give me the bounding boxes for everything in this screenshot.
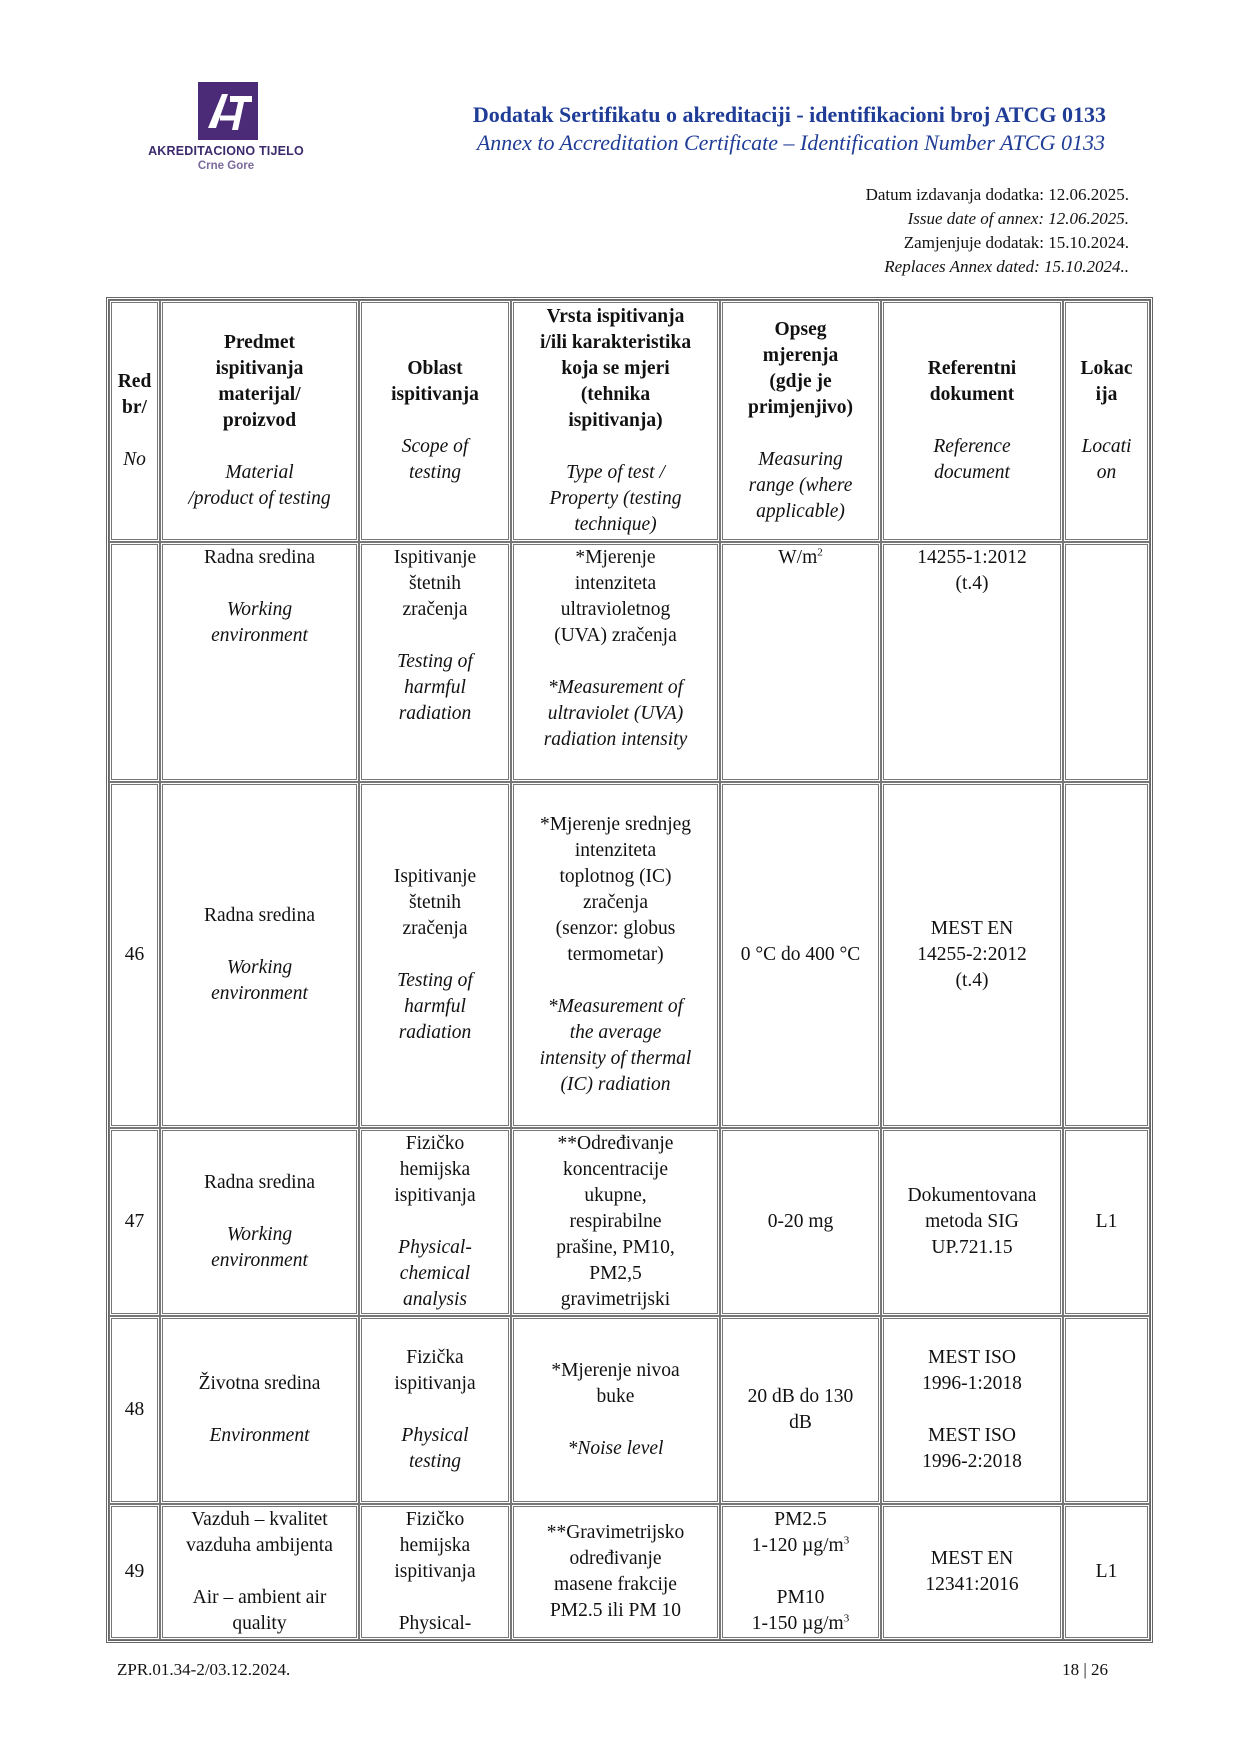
cell-location <box>1063 542 1150 782</box>
document-title: Dodatak Sertifikatu o akreditaciji - identifikacioni broj ATCG 0133 <box>472 102 1106 127</box>
table-row <box>109 1128 1150 1316</box>
cell-no: 48 <box>109 1316 160 1504</box>
cell-no: 47 <box>109 1128 160 1316</box>
logo <box>120 78 320 178</box>
cell-type: *Mjerenje intenziteta ultravioletnog (UVA) zračenja *Measurement of ultraviolet (UVA) radiation intensity <box>511 542 720 782</box>
cell-location: L1 <box>1063 1128 1150 1316</box>
cell-location: L1 <box>1063 1504 1150 1640</box>
replaces-date: Zamjenjuje dodatak: 15.10.2024. <box>903 233 1129 252</box>
annex-dates <box>866 183 1129 279</box>
cell-no: 49 <box>109 1504 160 1640</box>
cell-scope: Ispitivanje štetnih zračenja Testing of harmful radiation <box>359 542 511 782</box>
table-row <box>109 542 1150 782</box>
cell-material: Životna sredina Environment <box>160 1316 359 1504</box>
cell-type: *Mjerenje srednjeg intenziteta toplotnog (IC) zračenja (senzor: globus termometar) *Measurement of the average intensity of thermal (IC) radiation <box>511 782 720 1128</box>
cell-reference: MEST EN 14255-2:2012 (t.4) <box>881 782 1063 1128</box>
cell-scope: Fizičko hemijska ispitivanja Physical- <box>359 1504 511 1640</box>
logo-name: AKREDITACIONO TIJELO <box>148 144 304 158</box>
cell-reference: MEST EN 12341:2016 <box>881 1504 1063 1640</box>
cell-range: $W/m^2$ <box>720 542 881 782</box>
cell-type: *Mjerenje nivoa buke *Noise level <box>511 1316 720 1504</box>
col-header-reference: Referentni dokument Reference document <box>881 300 1063 542</box>
cell-range: 0 °C do 400 °C <box>720 782 881 1128</box>
cell-material: Vazduh – kvalitet vazduha ambijenta Air – ambient air quality <box>160 1504 359 1640</box>
accreditation-logo-icon <box>198 82 258 140</box>
table-row <box>109 782 1150 1128</box>
table-header-row <box>109 300 1150 542</box>
cell-range: 0-20 mg <box>720 1128 881 1316</box>
document-subtitle: Annex to Accreditation Certificate – Identification Number ATCG 0133 <box>476 130 1105 155</box>
cell-range: PM2.5 1-120 $\mu g/m^3$ PM10 1-150 $\mu g/m^3$ <box>720 1504 881 1640</box>
col-header-range: Opseg mjerenja (gdje je primjenjivo) Measuring range (where applicable) <box>720 300 881 542</box>
cell-material: Radna sredina Working environment <box>160 1128 359 1316</box>
col-header-no: Red br/ No <box>109 300 160 542</box>
cell-reference: 14255-1:2012 (t.4) <box>881 542 1063 782</box>
cell-scope: Fizička ispitivanja Physical testing <box>359 1316 511 1504</box>
cell-no <box>109 542 160 782</box>
issue-date-en: Issue date of annex: 12.06.2025. <box>907 209 1129 228</box>
cell-range: 20 dB do 130 dB <box>720 1316 881 1504</box>
document-code: ZPR.01.34-2/03.12.2024. <box>117 1660 291 1679</box>
col-header-type: Vrsta ispitivanja i/ili karakteristika koja se mjeri (tehnika ispitivanja) Type of test / Property (testing technique) <box>511 300 720 542</box>
page-number: 18 | 26 <box>1062 1660 1108 1679</box>
cell-material: Radna sredina Working environment <box>160 782 359 1128</box>
cell-location <box>1063 782 1150 1128</box>
issue-date: Datum izdavanja dodatka: 12.06.2025. <box>865 185 1129 204</box>
table-row <box>109 1504 1150 1640</box>
col-header-location: Lokac ija Locati on <box>1063 300 1150 542</box>
accreditation-scope-table <box>106 297 1153 1643</box>
logo-subtitle: Crne Gore <box>197 160 255 172</box>
table-row <box>109 1316 1150 1504</box>
replaces-date-en: Replaces Annex dated: 15.10.2024.. <box>884 257 1129 276</box>
col-header-scope: Oblast ispitivanja Scope of testing <box>359 300 511 542</box>
cell-scope: Ispitivanje štetnih zračenja Testing of harmful radiation <box>359 782 511 1128</box>
cell-material: Radna sredina Working environment <box>160 542 359 782</box>
cell-no: 46 <box>109 782 160 1128</box>
cell-type: **Određivanje koncentracije ukupne, respirabilne prašine, PM10, PM2,5 gravimetrijski <box>511 1128 720 1316</box>
cell-reference: Dokumentovana metoda SIG UP.721.15 <box>881 1128 1063 1316</box>
col-header-material: Predmet ispitivanja materijal/ proizvod Material /product of testing <box>160 300 359 542</box>
cell-location <box>1063 1316 1150 1504</box>
cell-scope: Fizičko hemijska ispitivanja Physical- chemical analysis <box>359 1128 511 1316</box>
cell-reference: MEST ISO 1996-1:2018 MEST ISO 1996-2:2018 <box>881 1316 1063 1504</box>
cell-type: **Gravimetrijsko određivanje masene frakcije PM2.5 ili PM 10 <box>511 1504 720 1640</box>
